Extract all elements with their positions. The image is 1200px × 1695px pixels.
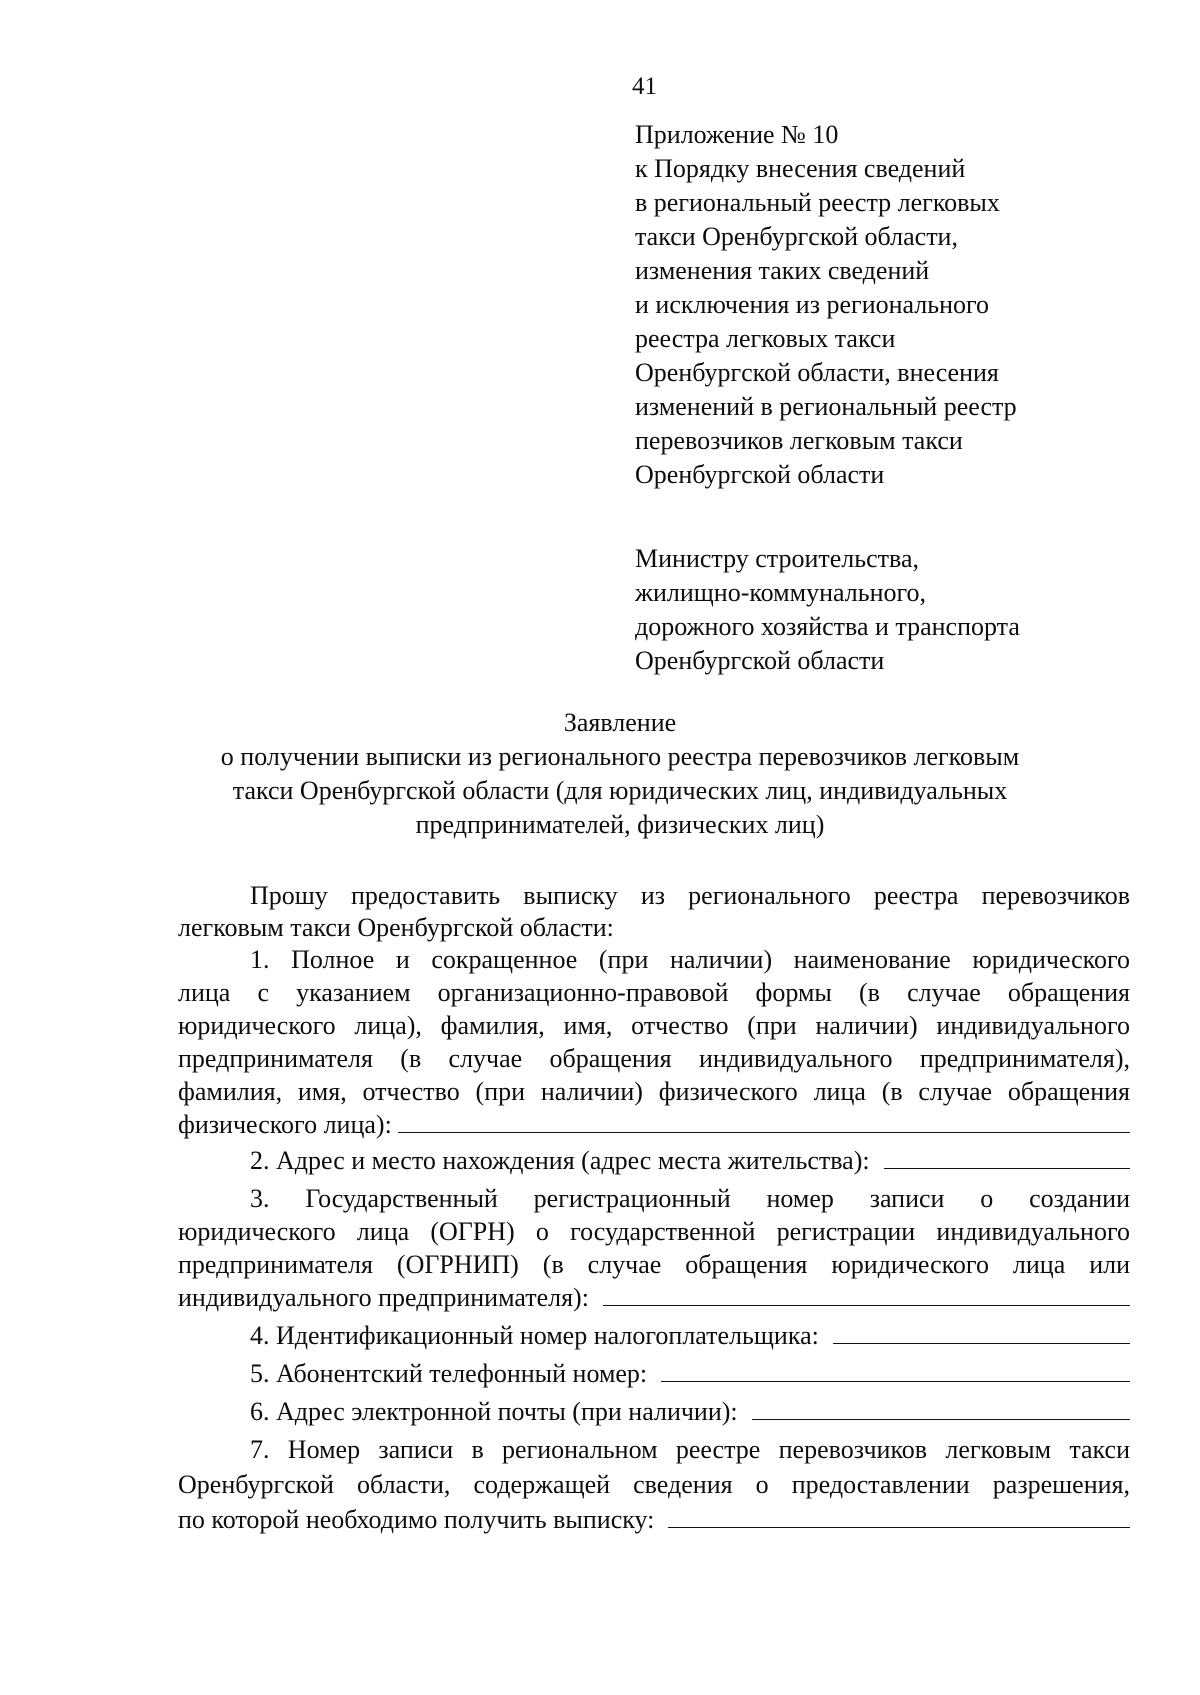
item-7-line: 7. Номер записи в региональном реестре перевозчиков легковым такси: [250, 1435, 1130, 1464]
intro-line: Прошу предоставить выписку из регионального реестра перевозчиков: [250, 881, 1130, 910]
item-2-field: [178, 1145, 1130, 1177]
page-number: 41: [632, 73, 657, 100]
appendix-line: к Порядку внесения сведений: [635, 154, 966, 183]
appendix-line: Оренбургской области, внесения: [635, 358, 999, 387]
item-7-label: по которой необходимо получить выписку:: [178, 1505, 655, 1534]
addressee-line: Оренбургской области: [635, 646, 885, 675]
item-3-input-line[interactable]: [603, 1283, 1130, 1306]
item-4-label: 4. Идентификационный номер налогоплательщика:: [250, 1321, 819, 1350]
item-1-input-line[interactable]: [398, 1110, 1130, 1133]
title-line: о получении выписки из регионального реестра перевозчиков легковым: [220, 742, 1020, 771]
item-7-input-line[interactable]: [668, 1505, 1130, 1528]
appendix-line: Оренбургской области: [635, 460, 885, 489]
addressee-line: дорожного хозяйства и транспорта: [635, 612, 1020, 641]
item-3-line: юридического лица (ОГРН) о государственной регистрации индивидуального: [178, 1217, 1130, 1246]
item-2-label: 2. Адрес и место нахождения (адрес места жительства):: [250, 1146, 870, 1175]
item-5-label: 5. Абонентский телефонный номер:: [250, 1359, 648, 1388]
addressee: [635, 542, 1195, 678]
item-7-field: [178, 1504, 1130, 1536]
item-3-line: предпринимателя (ОГРНИП) (в случае обращения юридического лица или: [178, 1250, 1130, 1279]
appendix-line: изменения таких сведений: [635, 256, 930, 285]
document-title: [150, 706, 1090, 842]
item-1-line: предпринимателя (в случае обращения индивидуального предпринимателя),: [178, 1044, 1130, 1073]
appendix-line: Приложение № 10: [635, 120, 839, 149]
item-5-input-line[interactable]: [661, 1359, 1130, 1382]
title-heading: Заявление: [563, 708, 677, 737]
item-1-line: лица с указанием организационно-правовой формы (в случае обращения: [178, 978, 1130, 1007]
item-1-line: фамилия, имя, отчество (при наличии) физического лица (в случае обращения: [178, 1077, 1130, 1106]
addressee-line: Министру строительства,: [635, 544, 919, 573]
item-1-label: физического лица):: [178, 1110, 392, 1139]
item-3-line: 3. Государственный регистрационный номер записи о создании: [250, 1184, 1130, 1213]
title-line: предпринимателей, физических лиц): [415, 810, 825, 839]
appendix-line: в региональный реестр легковых: [635, 188, 1000, 217]
item-2-input-line[interactable]: [884, 1146, 1130, 1169]
item-6-label: 6. Адрес электронной почты (при наличии):: [250, 1397, 738, 1426]
appendix-line: перевозчиков легковым такси: [635, 426, 963, 455]
item-1-field: [178, 1109, 1130, 1141]
item-6-input-line[interactable]: [752, 1397, 1130, 1420]
appendix-line: изменений в региональный реестр: [635, 392, 1017, 421]
item-6-field: [178, 1396, 1130, 1428]
item-4-input-line[interactable]: [833, 1321, 1130, 1344]
intro-line: легковым такси Оренбургской области:: [178, 913, 614, 942]
item-4-field: [178, 1320, 1130, 1352]
item-7-line: Оренбургской области, содержащей сведения о предоставлении разрешения,: [178, 1470, 1130, 1499]
appendix-heading: [635, 118, 1195, 492]
title-line: такси Оренбургской области (для юридических лиц, индивидуальных: [232, 776, 1008, 805]
item-1-line: 1. Полное и сокращенное (при наличии) наименование юридического: [250, 945, 1130, 974]
appendix-line: реестра легковых такси: [635, 324, 896, 353]
item-3-field: [178, 1282, 1130, 1314]
item-5-field: [178, 1358, 1130, 1390]
item-3-label: индивидуального предпринимателя):: [178, 1283, 589, 1312]
item-1-line: юридического лица), фамилия, имя, отчество (при наличии) индивидуального: [178, 1011, 1130, 1040]
appendix-line: такси Оренбургской области,: [635, 222, 958, 251]
addressee-line: жилищно-коммунального,: [635, 578, 927, 607]
appendix-line: и исключения из регионального: [635, 290, 990, 319]
